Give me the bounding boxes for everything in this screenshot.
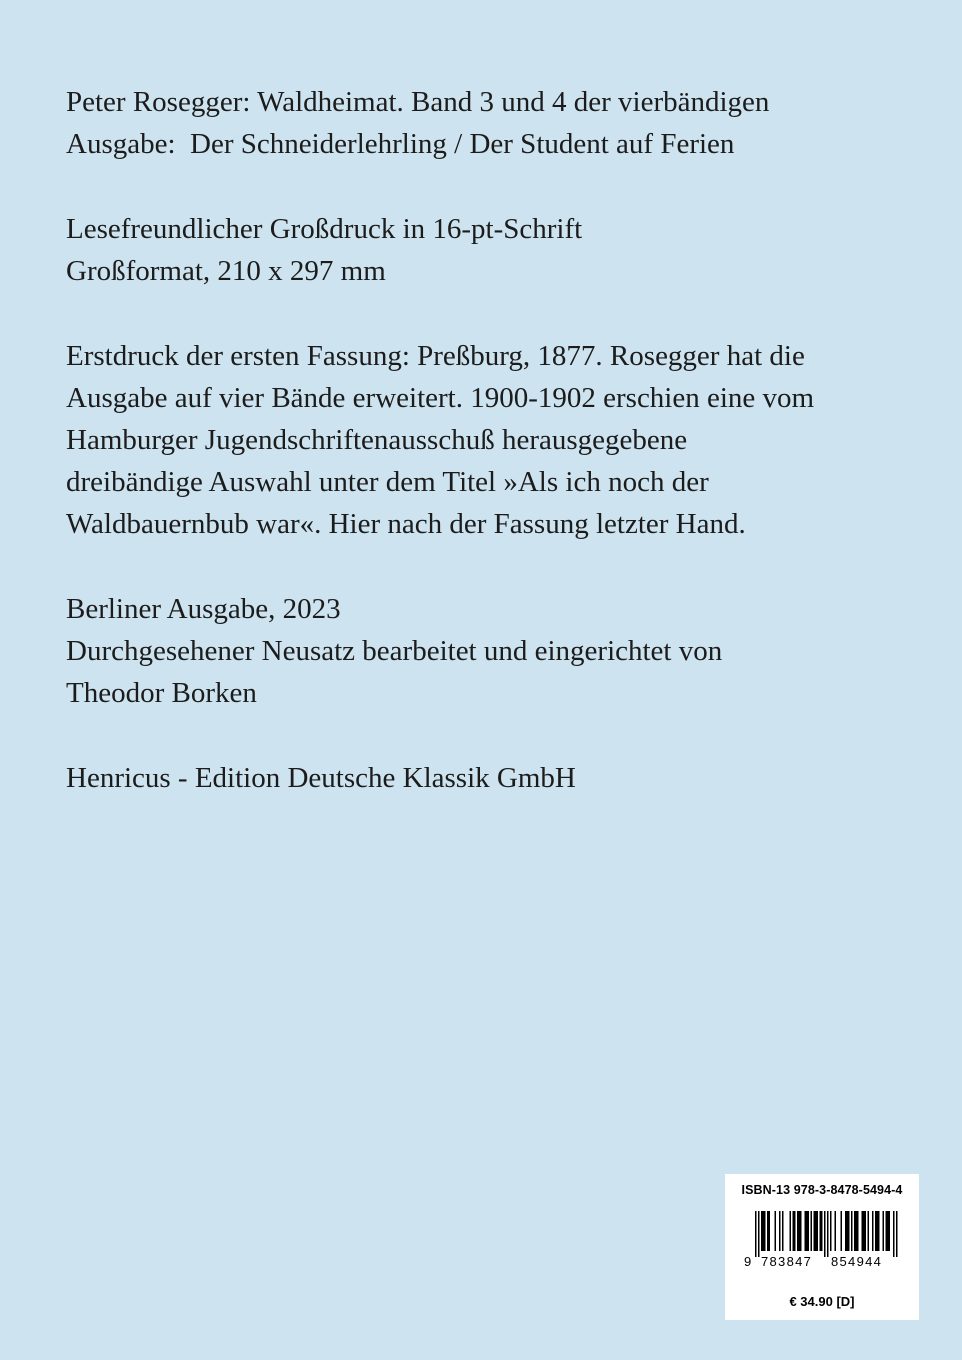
barcode-bar [877, 1211, 879, 1251]
barcode-bar [799, 1211, 801, 1251]
barcode-bar [883, 1211, 885, 1251]
text-line: Ausgabe auf vier Bände erweitert. 1900-1902 erschien eine vom [66, 382, 815, 414]
barcode-bar [806, 1211, 808, 1251]
barcode-bar [857, 1211, 859, 1251]
barcode-guard-bar [893, 1211, 895, 1257]
barcode-bar [817, 1211, 819, 1251]
text-line: Ausgabe: Der Schneiderlehrling / Der Student auf Ferien [66, 128, 735, 160]
barcode-bar [848, 1211, 850, 1251]
barcode-guard-bar [896, 1211, 898, 1257]
barcode-bar [889, 1211, 891, 1251]
publisher-paragraph [66, 757, 906, 799]
barcode-digits-left: 783847 [761, 1254, 813, 1267]
text-line: Waldbauernbub war«. Hier nach der Fassung letzter Hand. [66, 508, 746, 540]
barcode-digits-right: 854944 [831, 1254, 883, 1267]
text-line: dreibändige Auswahl unter dem Titel »Als ich noch der [66, 466, 709, 498]
history-paragraph [66, 335, 906, 545]
barcode-bar [851, 1211, 853, 1251]
barcode-bar [805, 1211, 807, 1251]
edition-paragraph [66, 588, 906, 714]
barcode-bar [782, 1211, 784, 1251]
barcode-bar [863, 1211, 865, 1251]
barcode-bar [835, 1211, 837, 1251]
barcode-bar [862, 1211, 864, 1251]
title-paragraph [66, 81, 906, 165]
barcode-bar [763, 1211, 765, 1251]
barcode-bar [886, 1211, 888, 1251]
barcode-bar [814, 1211, 816, 1251]
text-line: Henricus - Edition Deutsche Klassik GmbH [66, 762, 576, 794]
barcode-bar [854, 1211, 856, 1251]
barcode-bar [872, 1211, 874, 1251]
text-line: Durchgesehener Neusatz bearbeitet und eingerichtet von [66, 635, 723, 667]
price-label: € 34.90 [D] [789, 1294, 855, 1309]
barcode-guard-bar [758, 1211, 760, 1257]
barcode-bar [815, 1211, 817, 1251]
barcode-bar [845, 1211, 847, 1251]
text-line: Hamburger Jugendschriftenausschuß herausgegebene [66, 424, 688, 456]
barcode-bar [820, 1211, 822, 1251]
barcode-bar [797, 1211, 799, 1251]
barcode-bar [841, 1211, 843, 1251]
barcode-bar [769, 1211, 771, 1251]
barcode-bar [808, 1211, 810, 1251]
barcode-bar [811, 1211, 813, 1251]
isbn-barcode-box [725, 1174, 919, 1320]
format-paragraph [66, 208, 906, 292]
barcode-image [743, 1211, 913, 1267]
barcode-guard-bar [827, 1211, 829, 1257]
barcode-bar [821, 1211, 823, 1251]
barcode-bar [779, 1211, 781, 1251]
barcode-bar [875, 1211, 877, 1251]
isbn-label: ISBN-13 978-3-8478-5494-4 [741, 1183, 903, 1197]
text-line: Peter Rosegger: Waldheimat. Band 3 und 4 der vierbändigen [66, 86, 770, 118]
barcode-bar [800, 1211, 802, 1251]
barcode-bar [856, 1211, 858, 1251]
text-line: Großformat, 210 x 297 mm [66, 255, 386, 287]
barcode-bar [761, 1211, 763, 1251]
text-line: Theodor Borken [66, 677, 257, 709]
barcode-bar [764, 1211, 766, 1251]
barcode-bar [865, 1211, 867, 1251]
barcode-bar [887, 1211, 889, 1251]
barcode-bar [790, 1211, 792, 1251]
barcode-bar [878, 1211, 880, 1251]
text-line: Erstdruck der ersten Fassung: Preßburg, 1877. Rosegger hat die [66, 340, 805, 372]
barcode-bar [794, 1211, 796, 1251]
barcode-bar [847, 1211, 849, 1251]
barcode-bar [775, 1211, 777, 1251]
barcode-guard-bar [824, 1211, 826, 1257]
barcode-bar [767, 1211, 769, 1251]
barcode-bar [793, 1211, 795, 1251]
barcode-bar [868, 1211, 870, 1251]
text-line: Lesefreundlicher Großdruck in 16-pt-Schrift [66, 213, 583, 245]
barcode-digit-first: 9 [744, 1254, 753, 1267]
barcode-guard-bar [755, 1211, 757, 1257]
text-line: Berliner Ausgabe, 2023 [66, 593, 341, 625]
barcode-bar [830, 1211, 832, 1251]
